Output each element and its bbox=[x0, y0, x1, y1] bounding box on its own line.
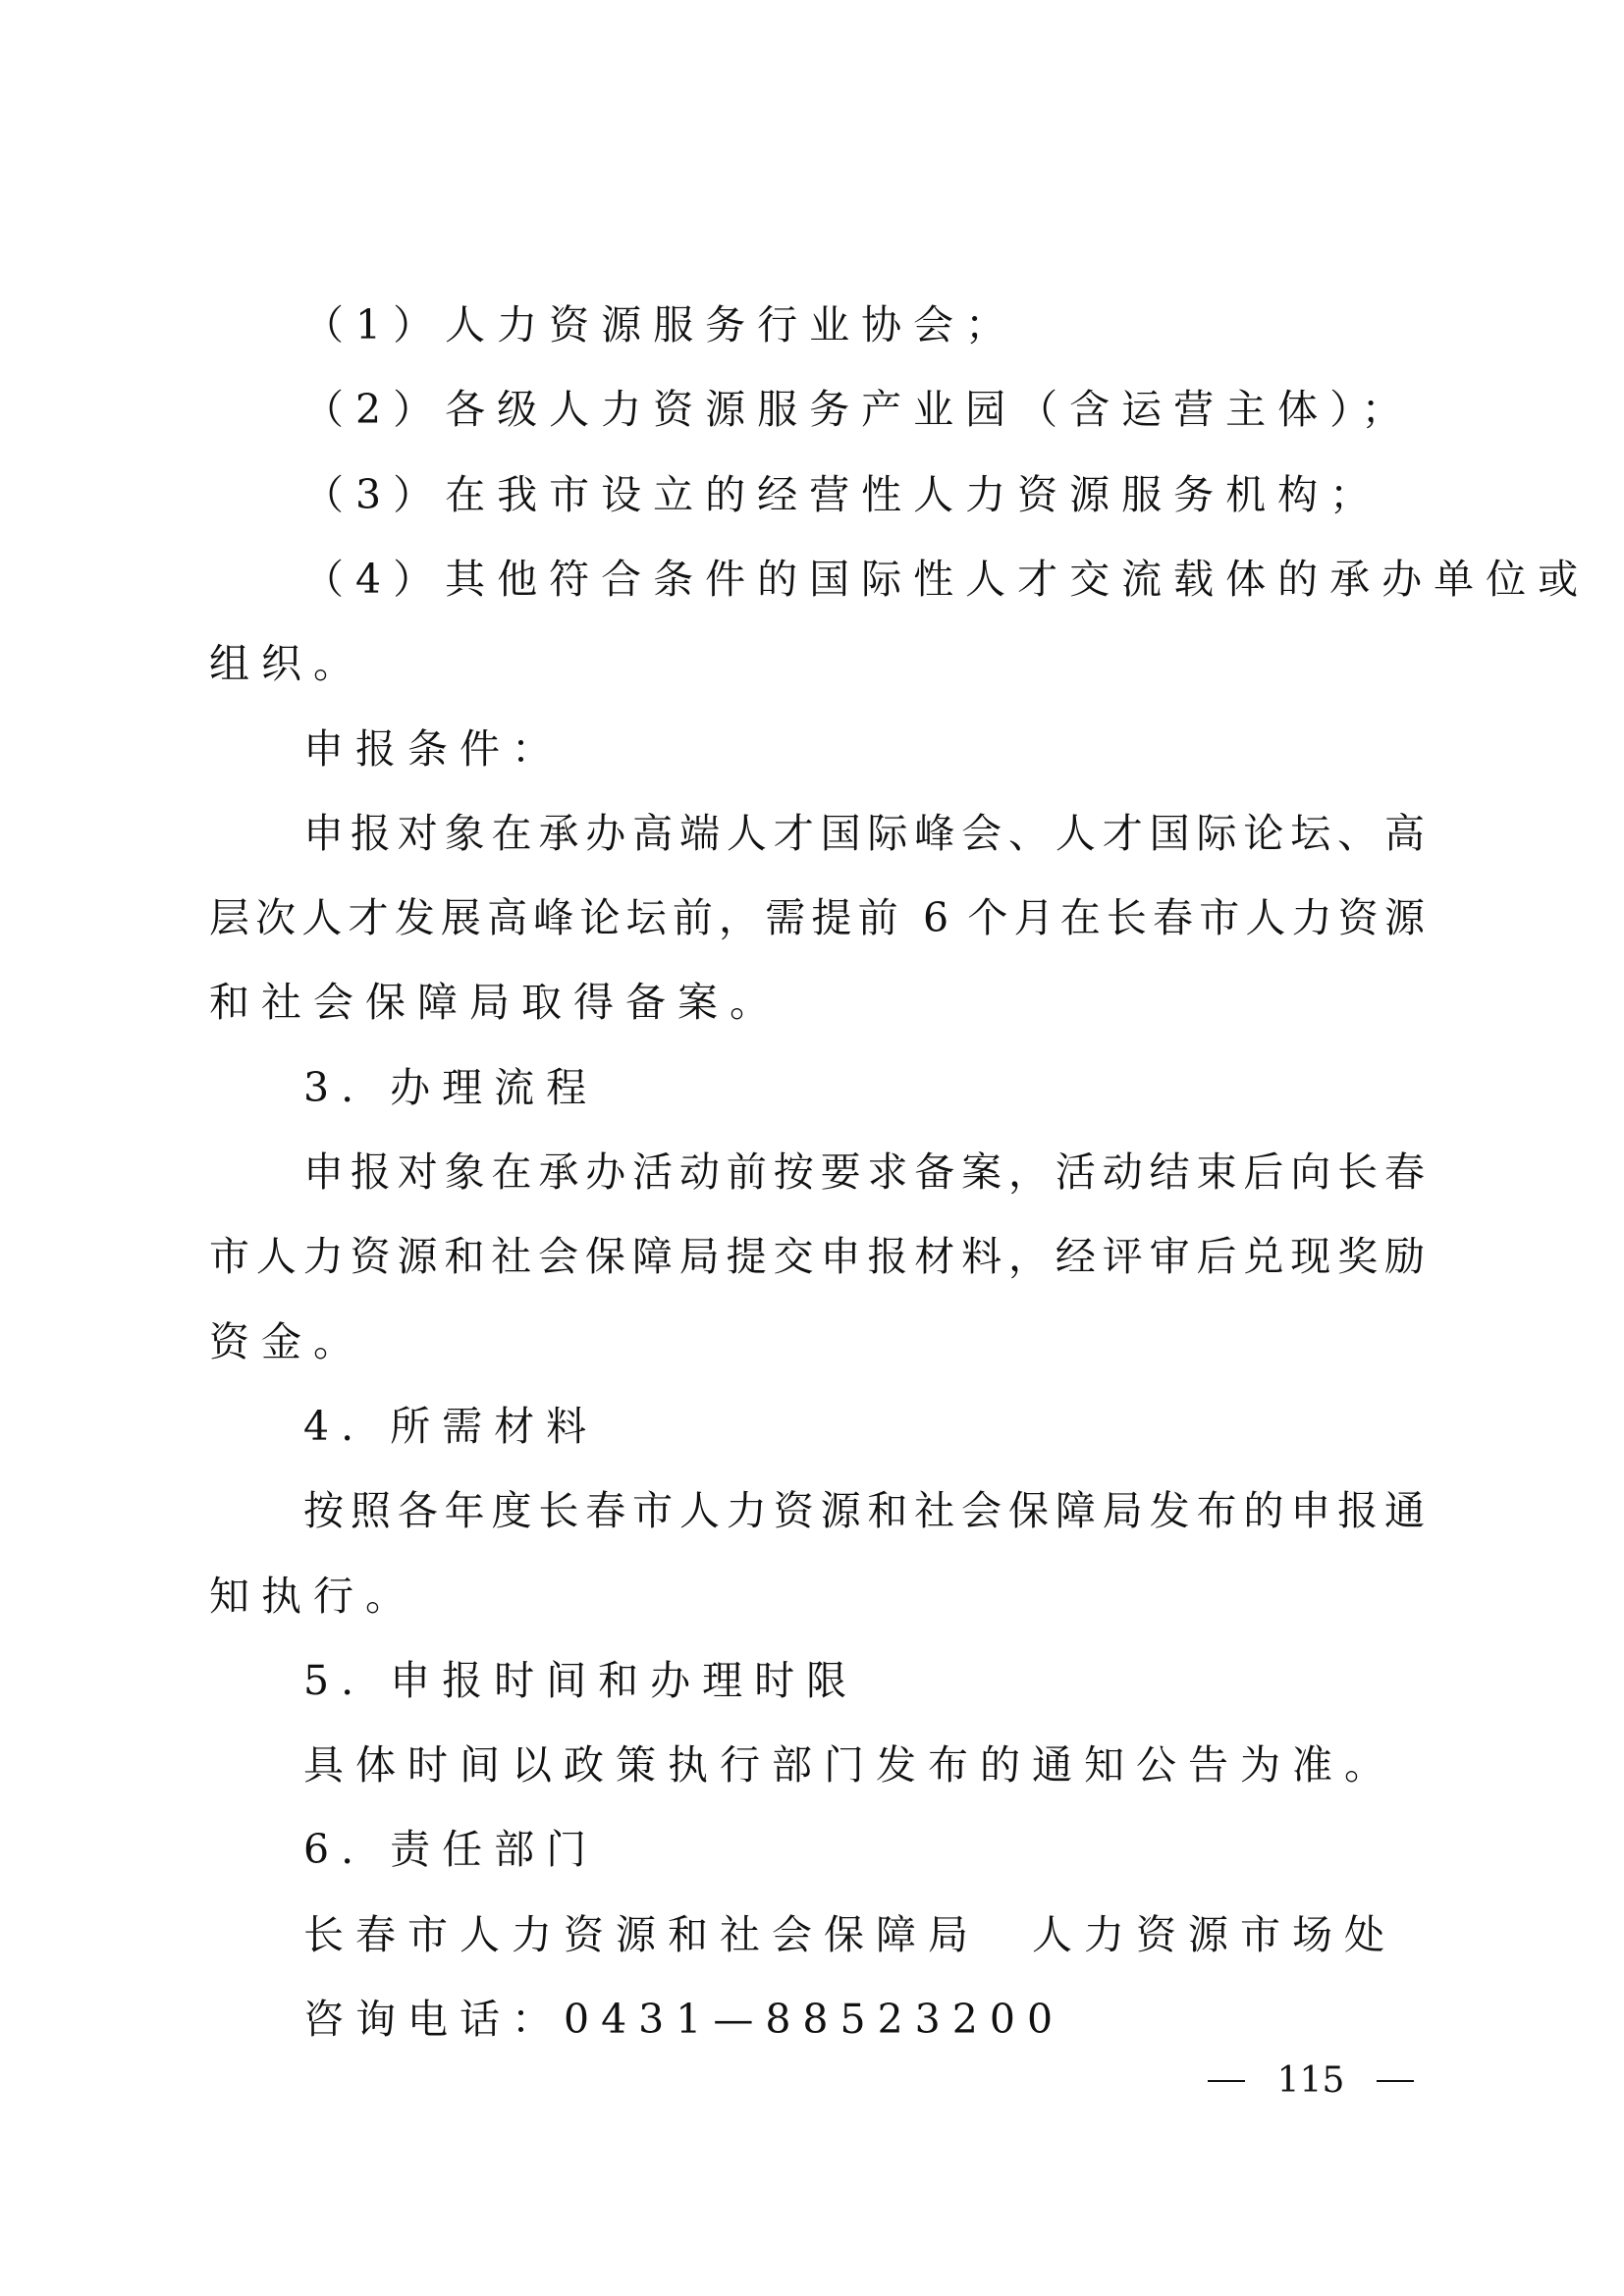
department-line: 长春市人力资源和社会保障局 人力资源市场处 bbox=[303, 1911, 1396, 1958]
section-heading: 申报条件： bbox=[303, 725, 564, 773]
list-item-1: （1）人力资源服务行业协会； bbox=[303, 301, 1018, 348]
paragraph-line: 申报对象在承办高端人才国际峰会、人才国际论坛、高 bbox=[303, 810, 1425, 857]
section-heading: 3. 办理流程 bbox=[303, 1064, 599, 1111]
list-item-2: （2）各级人力资源服务产业园（含运营主体）； bbox=[303, 386, 1414, 433]
paragraph-line: 申报对象在承办活动前按要求备案，活动结束后向长春 bbox=[303, 1148, 1425, 1196]
paragraph-line: 按照各年度长春市人力资源和社会保障局发布的申报通 bbox=[303, 1487, 1425, 1534]
dash-right bbox=[1377, 2080, 1414, 2082]
paragraph-line: 层次人才发展高峰论坛前，需提前 6 个月在长春市人力资源 bbox=[209, 894, 1425, 941]
contact-phone: 咨询电话：0431—88523200 bbox=[303, 1996, 1065, 2043]
paragraph-line: 和社会保障局取得备案。 bbox=[209, 979, 782, 1026]
section-heading: 4. 所需材料 bbox=[303, 1403, 599, 1450]
section-heading: 5. 申报时间和办理时限 bbox=[303, 1657, 859, 1704]
page-number: 115 bbox=[1276, 2060, 1345, 2101]
paragraph-line: 知执行。 bbox=[209, 1573, 417, 1620]
dash-left bbox=[1208, 2080, 1245, 2082]
list-item-4: （4）其他符合条件的国际性人才交流载体的承办单位或 bbox=[303, 556, 1591, 603]
paragraph-line: 具体时间以政策执行部门发布的通知公告为准。 bbox=[303, 1741, 1396, 1789]
list-item-3: （3）在我市设立的经营性人力资源服务机构； bbox=[303, 471, 1382, 518]
paragraph-line: 资金。 bbox=[209, 1318, 365, 1365]
paragraph-line: 市人力资源和社会保障局提交申报材料，经评审后兑现奖励 bbox=[209, 1233, 1425, 1280]
section-heading: 6. 责任部门 bbox=[303, 1826, 599, 1873]
list-item-4-cont: 组织。 bbox=[209, 640, 365, 687]
page-footer bbox=[1208, 2060, 1414, 2101]
